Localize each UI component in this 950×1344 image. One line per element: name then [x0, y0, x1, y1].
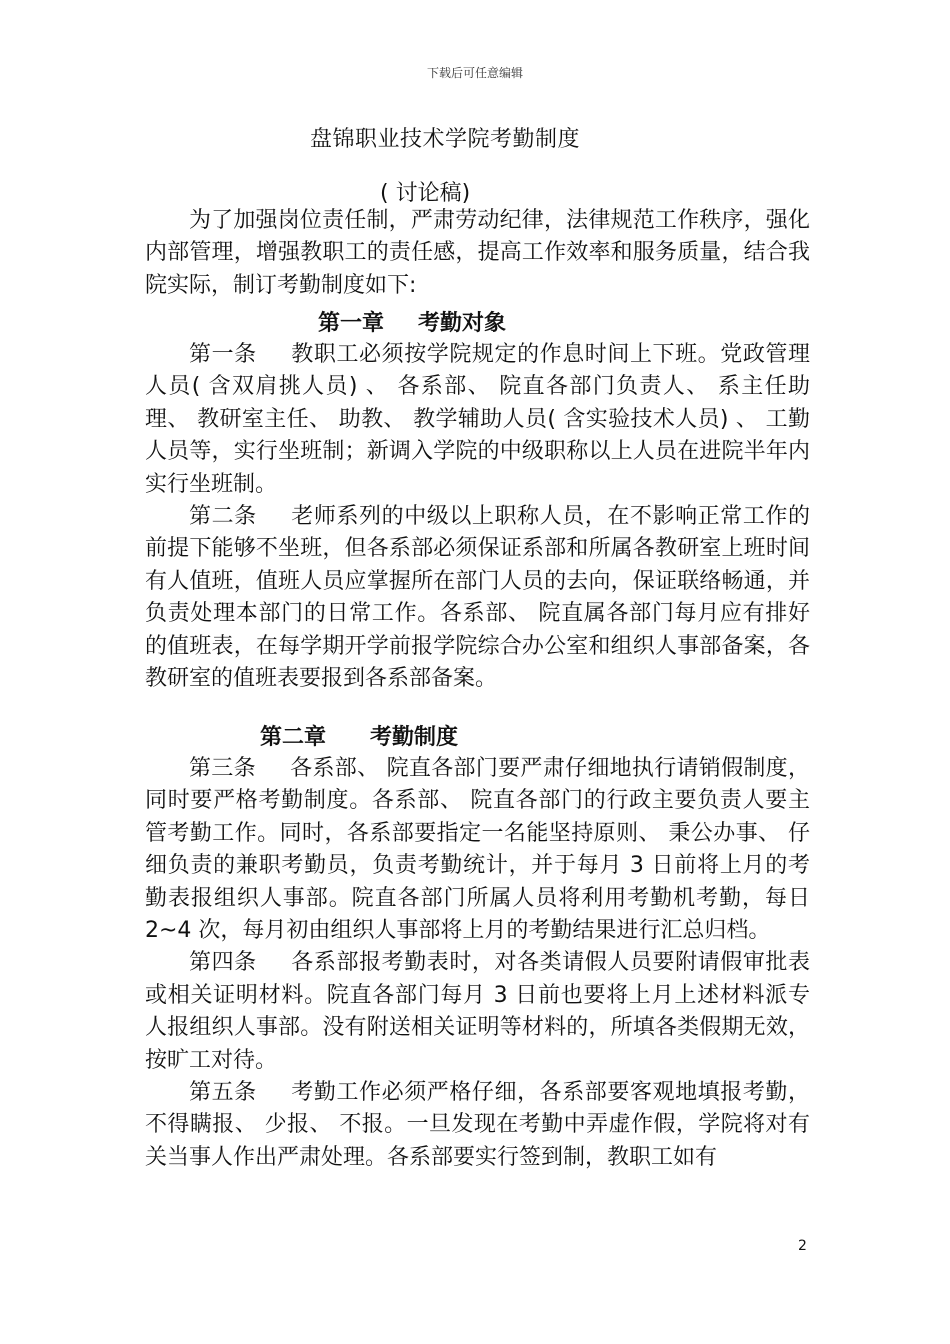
article-5: [145, 1077, 810, 1174]
article-3-text: 各系部、 院直各部门要严肃仔细地执行请销假制度，同时要严格考勤制度。各系部、 院直各部门的行政主要负责人要主管考勤工作。同时，各系部要指定一名能坚持原则、 秉公办事、 仔细负责的兼职考勤员，负责考勤统计，并于每月 3 日前将上月的考勤表报组织人事部。院直各部门所属人员将利用考勤机考勤，每日 2~4 次，每月初由组织人事部将上月的考勤结果进行汇总归档。: [145, 756, 810, 944]
chapter-1-label: 第一章: [318, 311, 385, 336]
article-1-label: 第一条: [189, 342, 257, 367]
chapter-1-body: [145, 339, 810, 695]
document-subtitle: ( 讨论稿): [380, 181, 471, 206]
article-5-text: 考勤工作必须严格仔细，各系部要客观地填报考勤，不得瞒报、 少报、 不报。一旦发现在考勤中弄虚作假，学院将对有关当事人作出严肃处理。各系部要实行签到制，教职工如有: [145, 1080, 810, 1170]
chapter-1-heading: [318, 306, 506, 337]
article-3-label: 第三条: [189, 756, 256, 781]
chapter-2-body: [145, 753, 810, 1174]
article-1: [145, 339, 810, 501]
article-2: [145, 501, 810, 695]
article-4: [145, 947, 810, 1077]
chapter-1-title: 考勤对象: [418, 311, 507, 336]
article-2-text: 老师系列的中级以上职称人员，在不影响正常工作的前提下能够不坐班，但各系部必须保证系部和所属各教研室上班时间有人值班，值班人员应掌握所在部门人员的去向，保证联络畅通，并负责处理本部门的日常工作。各系部、 院直属各部门每月应有排好的值班表，在每学期开学前报学院综合办公室和组织人事部备案，各教研室的值班表要报到各系部备案。: [145, 504, 810, 692]
chapter-2-heading: [260, 720, 458, 751]
chapter-2-title: 考勤制度: [370, 725, 459, 750]
intro-paragraph: 为了加强岗位责任制，严肃劳动纪律，法律规范工作秩序，强化内部管理，增强教职工的责任感，提高工作效率和服务质量，结合我院实际，制订考勤制度如下:: [145, 208, 810, 298]
article-2-label: 第二条: [189, 504, 257, 530]
article-4-label: 第四条: [189, 950, 257, 976]
page-number: 2: [798, 1238, 807, 1254]
document-title: 盘锦职业技术学院考勤制度: [309, 127, 580, 152]
article-3: [145, 753, 810, 947]
article-4-text: 各系部报考勤表时，对各类请假人员要附请假审批表或相关证明材料。院直各部门每月 3 日前也要将上月上述材料派专人报组织人事部。没有附送相关证明等材料的，所填各类假期无效，按旷工对待。: [145, 950, 810, 1073]
article-1-text: 教职工必须按学院规定的作息时间上下班。党政管理人员( 含双肩挑人员) 、 各系部、 院直各部门负责人、 系主任助理、 教研室主任、 助教、 教学辅助人员( 含实验技术人员) 、 工勤人员等，实行坐班制；新调入学院的中级职称以上人员在进院半年内实行坐班制。: [145, 342, 810, 497]
intro-block: [145, 205, 810, 302]
header-note: 下载后可任意编辑: [426, 66, 523, 80]
chapter-2-label: 第二章: [260, 725, 327, 750]
article-5-label: 第五条: [189, 1080, 257, 1106]
